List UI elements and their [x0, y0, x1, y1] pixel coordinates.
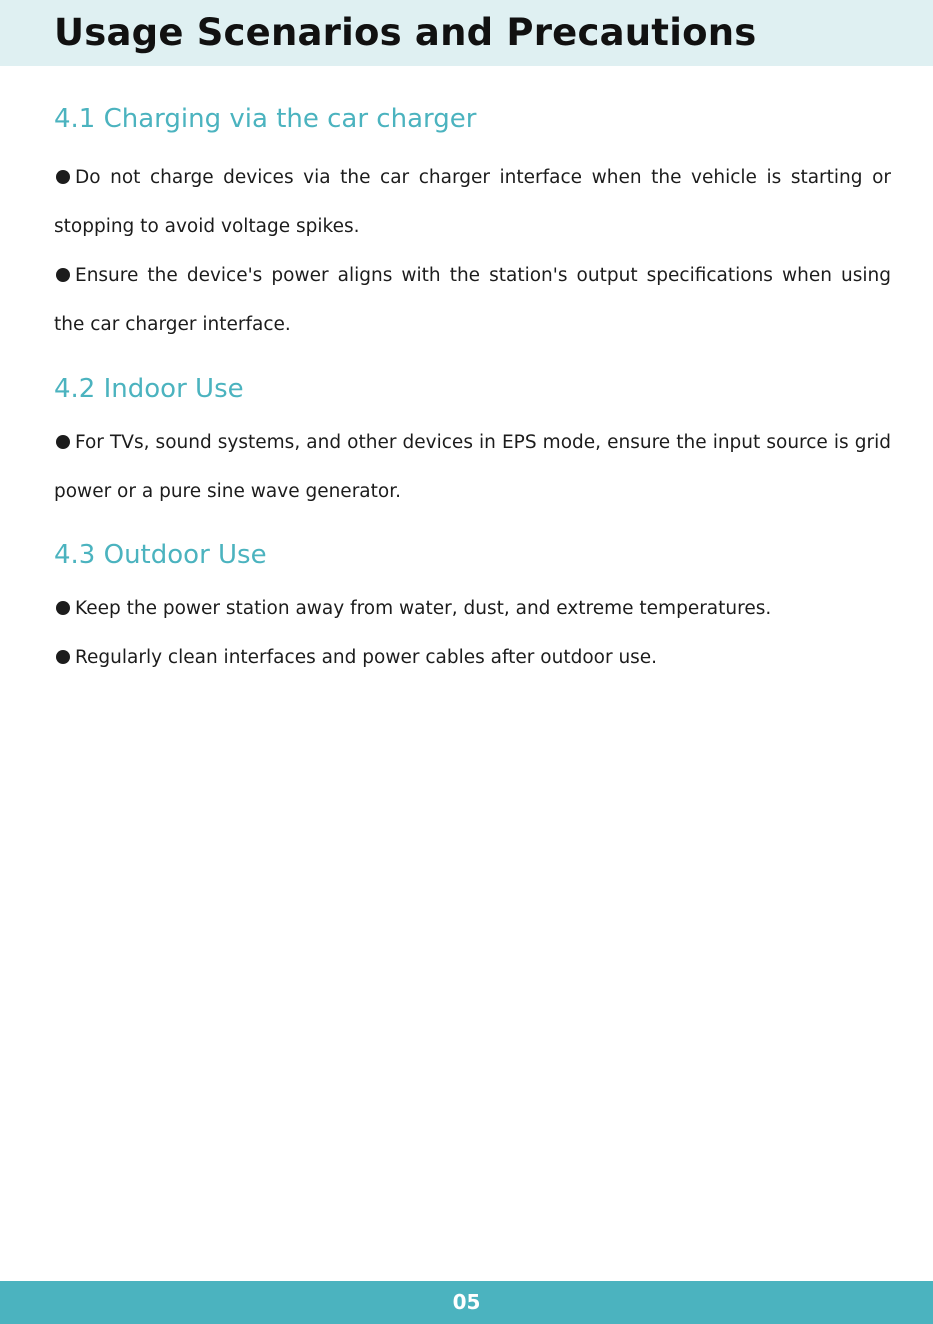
- bullet-item: [54, 633, 891, 682]
- section-heading-outdoor-use: 4.3 Outdoor Use: [54, 540, 267, 570]
- bullet-item: [54, 584, 891, 633]
- footer-bar: [0, 1281, 933, 1324]
- bullet-icon: [56, 268, 70, 282]
- bullet-text: Regularly clean interfaces and power cables after outdoor use.: [75, 647, 658, 668]
- page-number: 05: [452, 1290, 481, 1314]
- bullet-item: [54, 251, 891, 349]
- bullet-text: For TVs, sound systems, and other devices in EPS mode, ensure the input source is grid power or a pure sine wave generator.: [54, 432, 891, 502]
- bullet-icon: [56, 650, 70, 664]
- bullet-icon: [56, 170, 70, 184]
- bullet-text: Do not charge devices via the car charger interface when the vehicle is starting or stopping to avoid voltage spikes.: [54, 167, 891, 237]
- bullet-icon: [56, 601, 70, 615]
- page-title: Usage Scenarios and Precautions: [54, 11, 757, 54]
- bullet-icon: [56, 435, 70, 449]
- bullet-item: [54, 418, 891, 516]
- section-heading-car-charger: 4.1 Charging via the car charger: [54, 104, 477, 134]
- bullet-text: Keep the power station away from water, dust, and extreme temperatures.: [75, 598, 772, 619]
- bullet-text: Ensure the device's power aligns with the station's output specifications when using the car charger interface.: [54, 265, 891, 335]
- bullet-item: [54, 153, 891, 251]
- header-bar: [0, 0, 933, 66]
- section-heading-indoor-use: 4.2 Indoor Use: [54, 374, 244, 404]
